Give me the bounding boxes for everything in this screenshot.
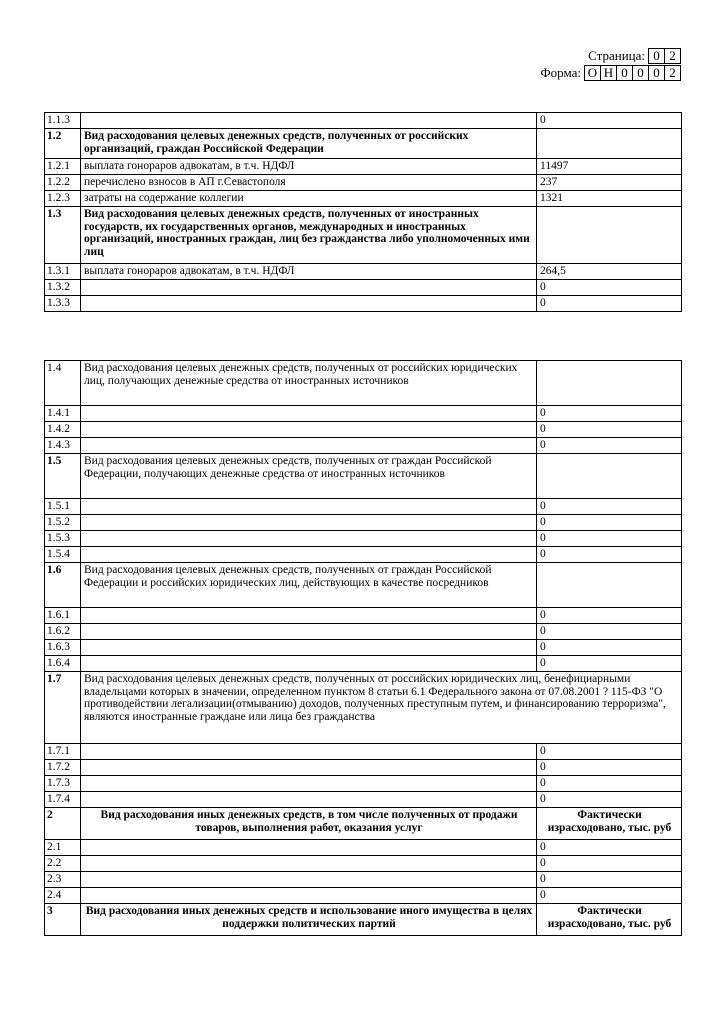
row-code: 1.6.3 <box>45 640 81 656</box>
row-code: 1.6.1 <box>45 608 81 624</box>
row-description <box>81 888 537 904</box>
row-description: Вид расходования целевых денежных средств, полученных от российских юридических лиц, бенефициарными владельцами которых в значении, определенном пунктом 8 статьи 6.1 Федерального закона от 07.08.2001 ? 115-ФЗ "О противодействии легализации(отмыванию) доходов, полученных преступным путем, и финансированию терроризма", являются иностранные граждане или лица без гражданства <box>81 672 682 744</box>
row-description: Вид расходования целевых денежных средств, полученных от граждан Российской Федерации, получающих денежные средства от иностранных источников <box>81 454 537 499</box>
row-value: 264,5 <box>537 264 682 280</box>
table-row <box>45 563 682 608</box>
table-row <box>45 175 682 191</box>
table-row <box>45 744 682 760</box>
table-row <box>45 840 682 856</box>
row-value: 0 <box>537 624 682 640</box>
row-value: 0 <box>537 113 682 129</box>
row-value: 0 <box>537 608 682 624</box>
table-row <box>45 264 682 280</box>
row-value: 0 <box>537 640 682 656</box>
row-code: 1.7.4 <box>45 792 81 808</box>
row-value: 0 <box>537 656 682 672</box>
table-row <box>45 422 682 438</box>
row-code: 1.6 <box>45 563 81 608</box>
row-description <box>81 422 537 438</box>
row-value: 0 <box>537 856 682 872</box>
row-code: 1.7 <box>45 672 81 744</box>
page-label: Страница: <box>588 48 645 63</box>
table-row <box>45 406 682 422</box>
row-value: 237 <box>537 175 682 191</box>
row-code: 1.2.1 <box>45 159 81 175</box>
row-description <box>81 840 537 856</box>
row-code: 1.3 <box>45 207 81 264</box>
row-description <box>81 499 537 515</box>
row-description <box>81 792 537 808</box>
table-row <box>45 515 682 531</box>
table-row <box>45 808 682 840</box>
row-description <box>81 776 537 792</box>
row-description <box>81 406 537 422</box>
table-row <box>45 904 682 936</box>
form-code-box: О <box>584 65 601 81</box>
row-value: 0 <box>537 744 682 760</box>
table-row <box>45 608 682 624</box>
row-description <box>81 744 537 760</box>
table-row <box>45 280 682 296</box>
form-label: Форма: <box>540 65 581 80</box>
row-description <box>81 624 537 640</box>
row-value: 0 <box>537 760 682 776</box>
row-value: 0 <box>537 296 682 312</box>
row-code: 1.5.2 <box>45 515 81 531</box>
table-row <box>45 159 682 175</box>
expenses-table-part-1 <box>44 112 682 312</box>
row-description <box>81 872 537 888</box>
section-heading: Вид расходования иных денежных средств, в том числе полученных от продажи товаров, выполнения работ, оказания услуг <box>81 808 537 840</box>
row-value: 11497 <box>537 159 682 175</box>
form-code-box: 0 <box>616 65 633 81</box>
row-value: 0 <box>537 280 682 296</box>
form-code-box: 0 <box>648 65 665 81</box>
table-row <box>45 888 682 904</box>
row-value: 0 <box>537 840 682 856</box>
row-value: 0 <box>537 406 682 422</box>
table-row <box>45 547 682 563</box>
row-code: 3 <box>45 904 81 936</box>
row-description: Вид расходования целевых денежных средств, полученных от российских юридических лиц, получающих денежные средства от иностранных источников <box>81 361 537 406</box>
table-row <box>45 438 682 454</box>
row-value: 0 <box>537 547 682 563</box>
row-code: 1.4 <box>45 361 81 406</box>
row-code: 1.7.2 <box>45 760 81 776</box>
row-description: выплата гонораров адвокатам, в т.ч. НДФЛ <box>81 159 537 175</box>
expenses-table-part-2 <box>44 360 682 936</box>
form-code-field <box>540 65 681 81</box>
row-code: 1.5.4 <box>45 547 81 563</box>
table-row <box>45 640 682 656</box>
table-row <box>45 361 682 406</box>
page-digit-box: 0 <box>648 48 665 64</box>
row-description: Вид расходования целевых денежных средств, полученных от иностранных государств, их государственных органов, международных и иностранных организаций, иностранных граждан, лиц без гражданства либо уполномоченных ими лиц <box>81 207 537 264</box>
section-heading: Вид расходования иных денежных средств и использование иного имущества в целях поддержки политических партий <box>81 904 537 936</box>
row-description <box>81 296 537 312</box>
row-description <box>81 531 537 547</box>
column-heading: Фактически израсходовано, тыс. руб <box>537 808 682 840</box>
table-row <box>45 531 682 547</box>
row-value: 1321 <box>537 191 682 207</box>
row-description: перечислено взносов в АП г.Севастополя <box>81 175 537 191</box>
column-heading: Фактически израсходовано, тыс. руб <box>537 904 682 936</box>
table-row <box>45 207 682 264</box>
row-code: 1.6.4 <box>45 656 81 672</box>
table-row <box>45 856 682 872</box>
row-code: 2.3 <box>45 872 81 888</box>
form-code-box: 0 <box>632 65 649 81</box>
row-code: 1.7.1 <box>45 744 81 760</box>
row-code: 1.5 <box>45 454 81 499</box>
row-code: 1.3.3 <box>45 296 81 312</box>
row-code: 1.3.1 <box>45 264 81 280</box>
row-value: 0 <box>537 888 682 904</box>
row-code: 2.1 <box>45 840 81 856</box>
row-value: 0 <box>537 792 682 808</box>
row-value: 0 <box>537 776 682 792</box>
row-description <box>81 760 537 776</box>
row-value: 0 <box>537 499 682 515</box>
table-row <box>45 454 682 499</box>
row-description <box>81 280 537 296</box>
table-row <box>45 656 682 672</box>
page-number-field <box>588 48 681 64</box>
form-code-box: 2 <box>664 65 681 81</box>
row-value <box>537 361 682 406</box>
row-description <box>81 856 537 872</box>
row-code: 1.5.3 <box>45 531 81 547</box>
row-value <box>537 454 682 499</box>
row-code: 1.6.2 <box>45 624 81 640</box>
row-value <box>537 207 682 264</box>
row-value: 0 <box>537 438 682 454</box>
row-code: 1.1.3 <box>45 113 81 129</box>
row-code: 1.2.2 <box>45 175 81 191</box>
row-code: 2.4 <box>45 888 81 904</box>
row-code: 1.2.3 <box>45 191 81 207</box>
row-value <box>537 563 682 608</box>
form-code-box: Н <box>600 65 617 81</box>
row-value <box>537 129 682 159</box>
row-description <box>81 438 537 454</box>
row-code: 1.4.2 <box>45 422 81 438</box>
row-code: 1.5.1 <box>45 499 81 515</box>
table-row <box>45 499 682 515</box>
row-value: 0 <box>537 515 682 531</box>
row-value: 0 <box>537 422 682 438</box>
table-row <box>45 872 682 888</box>
row-code: 1.7.3 <box>45 776 81 792</box>
table-row <box>45 672 682 744</box>
row-value: 0 <box>537 872 682 888</box>
row-description: Вид расходования целевых денежных средств, полученных от российских организаций, граждан Российской Федерации <box>81 129 537 159</box>
page-digit-box: 2 <box>664 48 681 64</box>
row-description: Вид расходования целевых денежных средств, полученных от граждан Российской Федерации и российских юридических лиц, действующих в качестве посредников <box>81 563 537 608</box>
table-row <box>45 792 682 808</box>
table-row <box>45 113 682 129</box>
row-code: 1.2 <box>45 129 81 159</box>
row-value: 0 <box>537 531 682 547</box>
row-code: 1.4.3 <box>45 438 81 454</box>
table-row <box>45 129 682 159</box>
row-description <box>81 515 537 531</box>
row-description: затраты на содержание коллегии <box>81 191 537 207</box>
table-row <box>45 760 682 776</box>
row-description <box>81 656 537 672</box>
row-description: выплата гонораров адвокатам, в т.ч. НДФЛ <box>81 264 537 280</box>
row-code: 1.4.1 <box>45 406 81 422</box>
row-code: 1.3.2 <box>45 280 81 296</box>
row-description <box>81 640 537 656</box>
table-row <box>45 191 682 207</box>
row-description <box>81 113 537 129</box>
row-code: 2.2 <box>45 856 81 872</box>
row-description <box>81 608 537 624</box>
row-description <box>81 547 537 563</box>
table-row <box>45 776 682 792</box>
row-code: 2 <box>45 808 81 840</box>
table-row <box>45 296 682 312</box>
table-row <box>45 624 682 640</box>
